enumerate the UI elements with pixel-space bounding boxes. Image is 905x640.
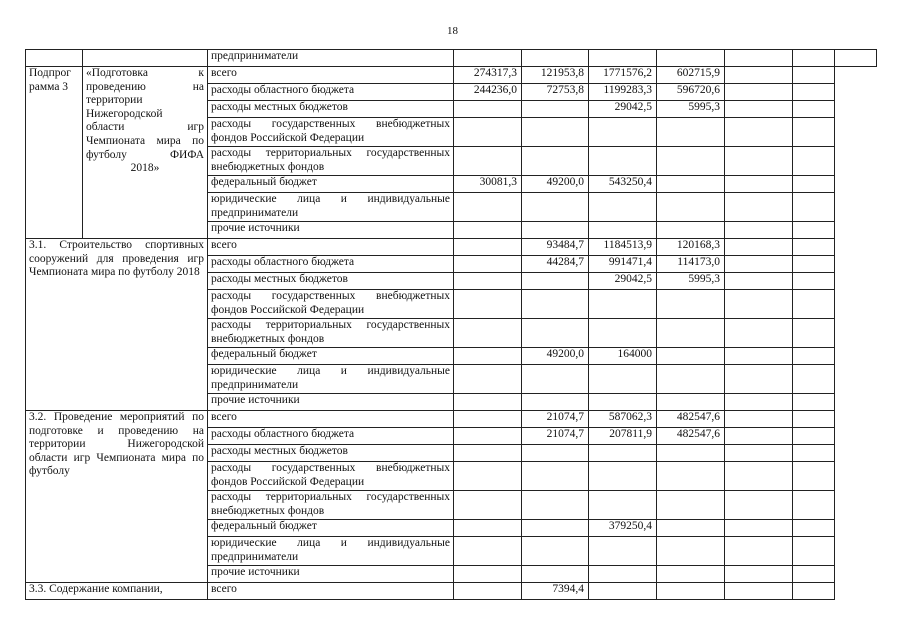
- table-row: [26, 50, 877, 67]
- empty-cell: [793, 537, 835, 566]
- funding-source: федеральный бюджет: [208, 348, 454, 365]
- subprogram-code: [26, 67, 83, 239]
- value-v2: [522, 290, 589, 319]
- value-v4: 482547,6: [657, 428, 725, 445]
- value-v4: [657, 445, 725, 462]
- value-v1: [454, 520, 522, 537]
- value-v4: [657, 193, 725, 222]
- funding-source: расходы областного бюджета: [208, 428, 454, 445]
- empty-cell: [725, 319, 793, 348]
- funding-source: расходы областного бюджета: [208, 84, 454, 101]
- empty-cell: [657, 50, 725, 67]
- measure-title: 3.1. Строительство спортивных сооружений для проведения игр Чемпионата мира по футболу 2018: [26, 239, 208, 411]
- value-v3: 587062,3: [589, 411, 657, 428]
- value-v4: 596720,6: [657, 84, 725, 101]
- empty-cell: [725, 462, 793, 491]
- empty-cell: [725, 101, 793, 118]
- value-v4: 114173,0: [657, 256, 725, 273]
- value-v2: [522, 319, 589, 348]
- value-v4: [657, 537, 725, 566]
- empty-cell: [26, 50, 83, 67]
- subprogram-code-line: рамма 3: [29, 80, 69, 93]
- value-v2: [522, 365, 589, 394]
- value-v4: 5995,3: [657, 101, 725, 118]
- value-v4: [657, 348, 725, 365]
- empty-cell: [793, 101, 835, 118]
- funding-source: расходы областного бюджета: [208, 256, 454, 273]
- subprogram-name-line: территории: [86, 94, 143, 107]
- funding-source: расходы местных бюджетов: [208, 273, 454, 290]
- value-v2: [522, 147, 589, 176]
- empty-cell: [83, 50, 208, 67]
- subprogram-code-line: Подпрог: [29, 67, 71, 79]
- value-v4: [657, 365, 725, 394]
- value-v3: [589, 491, 657, 520]
- table-row: [26, 411, 877, 428]
- empty-cell: [793, 50, 835, 67]
- table-row: [26, 239, 877, 256]
- value-v4: [657, 118, 725, 147]
- value-v3: [589, 118, 657, 147]
- empty-cell: [793, 319, 835, 348]
- empty-cell: [793, 118, 835, 147]
- empty-cell: [793, 290, 835, 319]
- empty-cell: [793, 67, 835, 84]
- value-v1: [454, 101, 522, 118]
- value-v4: [657, 147, 725, 176]
- empty-cell: [725, 290, 793, 319]
- value-v1: [454, 147, 522, 176]
- value-v3: 164000: [589, 348, 657, 365]
- value-v4: [657, 491, 725, 520]
- value-v3: 991471,4: [589, 256, 657, 273]
- value-v1: [454, 222, 522, 239]
- value-v1: 30081,3: [454, 176, 522, 193]
- empty-cell: [725, 520, 793, 537]
- value-v2: [522, 193, 589, 222]
- value-v1: [454, 365, 522, 394]
- budget-table: [25, 49, 877, 600]
- value-v2: [522, 566, 589, 583]
- empty-cell: [793, 394, 835, 411]
- value-v3: 207811,9: [589, 428, 657, 445]
- value-v3: [589, 222, 657, 239]
- value-v4: 602715,9: [657, 67, 725, 84]
- funding-source: расходы территориальных государственных внебюджетных фондов: [208, 319, 454, 348]
- empty-cell: [725, 491, 793, 520]
- page-number: 18: [447, 25, 458, 37]
- value-v3: 29042,5: [589, 273, 657, 290]
- value-v1: [454, 394, 522, 411]
- empty-cell: [725, 583, 793, 600]
- empty-cell: [793, 365, 835, 394]
- empty-cell: [725, 147, 793, 176]
- empty-cell: [793, 520, 835, 537]
- value-v2: [522, 118, 589, 147]
- value-v4: [657, 462, 725, 491]
- value-v1: [454, 256, 522, 273]
- empty-cell: [725, 50, 793, 67]
- value-v1: [454, 411, 522, 428]
- empty-cell: [793, 445, 835, 462]
- empty-cell: [725, 222, 793, 239]
- value-v1: [454, 273, 522, 290]
- funding-source: расходы государственных внебюджетных фондов Российской Федерации: [208, 462, 454, 491]
- empty-cell: [793, 273, 835, 290]
- funding-source: расходы территориальных государственных внебюджетных фондов: [208, 491, 454, 520]
- value-v3: 543250,4: [589, 176, 657, 193]
- value-v4: [657, 176, 725, 193]
- empty-cell: [793, 239, 835, 256]
- value-v2: 21074,7: [522, 428, 589, 445]
- empty-cell: [793, 348, 835, 365]
- value-v2: 93484,7: [522, 239, 589, 256]
- measure-title: 3.3. Содержание компании,: [26, 583, 208, 600]
- funding-source: всего: [208, 411, 454, 428]
- value-v3: 1771576,2: [589, 67, 657, 84]
- value-v1: [454, 118, 522, 147]
- funding-source: расходы территориальных государственных внебюджетных фондов: [208, 147, 454, 176]
- value-v1: [454, 445, 522, 462]
- value-v2: 121953,8: [522, 67, 589, 84]
- value-v1: [454, 290, 522, 319]
- value-v4: [657, 222, 725, 239]
- value-v2: 21074,7: [522, 411, 589, 428]
- empty-cell: [725, 84, 793, 101]
- value-v2: [522, 222, 589, 239]
- empty-cell: [793, 491, 835, 520]
- empty-cell: [725, 348, 793, 365]
- value-v2: 49200,0: [522, 176, 589, 193]
- value-v1: [454, 537, 522, 566]
- value-v2: [522, 273, 589, 290]
- value-v1: [454, 583, 522, 600]
- value-v2: [522, 394, 589, 411]
- empty-cell: [793, 193, 835, 222]
- value-v3: [589, 583, 657, 600]
- empty-cell: [725, 411, 793, 428]
- empty-cell: [725, 67, 793, 84]
- measure-title: 3.2. Проведение мероприятий по подготовке и проведению на территории Нижегородской области игр Чемпионата мира по футболу: [26, 411, 208, 583]
- funding-source: всего: [208, 239, 454, 256]
- value-v3: 1199283,3: [589, 84, 657, 101]
- value-v3: [589, 462, 657, 491]
- empty-cell: [725, 256, 793, 273]
- subprogram-name-line: проведению на: [86, 80, 204, 93]
- funding-source: юридические лица и индивидуальные предприниматели: [208, 193, 454, 222]
- empty-cell: [725, 365, 793, 394]
- empty-cell: [725, 445, 793, 462]
- funding-source: федеральный бюджет: [208, 520, 454, 537]
- funding-source: расходы государственных внебюджетных фондов Российской Федерации: [208, 290, 454, 319]
- value-v3: [589, 566, 657, 583]
- value-v3: 379250,4: [589, 520, 657, 537]
- funding-source: федеральный бюджет: [208, 176, 454, 193]
- funding-source: предприниматели: [208, 50, 454, 67]
- empty-cell: [793, 147, 835, 176]
- empty-cell: [725, 193, 793, 222]
- value-v1: [454, 428, 522, 445]
- empty-cell: [793, 411, 835, 428]
- empty-cell: [589, 50, 657, 67]
- value-v1: 274317,3: [454, 67, 522, 84]
- value-v3: [589, 319, 657, 348]
- value-v2: 49200,0: [522, 348, 589, 365]
- value-v2: [522, 491, 589, 520]
- value-v2: [522, 520, 589, 537]
- value-v4: [657, 319, 725, 348]
- subprogram-name-line: «Подготовка к: [86, 67, 204, 79]
- subprogram-name-line: области игр: [86, 121, 204, 134]
- funding-source: расходы местных бюджетов: [208, 101, 454, 118]
- value-v2: [522, 462, 589, 491]
- empty-cell: [522, 50, 589, 67]
- funding-source: юридические лица и индивидуальные предприниматели: [208, 365, 454, 394]
- value-v2: [522, 537, 589, 566]
- funding-source: юридические лица и индивидуальные предприниматели: [208, 537, 454, 566]
- value-v2: 7394,4: [522, 583, 589, 600]
- value-v3: 29042,5: [589, 101, 657, 118]
- empty-cell: [793, 256, 835, 273]
- subprogram-name-line: футболу ФИФА: [86, 148, 204, 161]
- value-v4: [657, 290, 725, 319]
- value-v2: 44284,7: [522, 256, 589, 273]
- subprogram-name-line: Чемпионата мира по: [86, 134, 204, 147]
- empty-cell: [725, 394, 793, 411]
- value-v3: [589, 537, 657, 566]
- subprogram-name: [83, 67, 208, 239]
- value-v4: [657, 520, 725, 537]
- empty-cell: [793, 176, 835, 193]
- value-v4: 120168,3: [657, 239, 725, 256]
- funding-source: прочие источники: [208, 222, 454, 239]
- value-v1: [454, 319, 522, 348]
- empty-cell: [725, 537, 793, 566]
- value-v3: [589, 147, 657, 176]
- value-v2: 72753,8: [522, 84, 589, 101]
- empty-cell: [835, 50, 877, 67]
- subprogram-name-line: 2018»: [130, 162, 160, 175]
- subprogram-name-line: Нижегородской: [86, 107, 163, 120]
- value-v4: [657, 394, 725, 411]
- empty-cell: [725, 239, 793, 256]
- funding-source: всего: [208, 583, 454, 600]
- empty-cell: [793, 84, 835, 101]
- value-v1: [454, 239, 522, 256]
- empty-cell: [725, 176, 793, 193]
- value-v2: [522, 445, 589, 462]
- empty-cell: [793, 428, 835, 445]
- empty-cell: [793, 566, 835, 583]
- value-v3: [589, 365, 657, 394]
- value-v1: [454, 566, 522, 583]
- value-v4: 5995,3: [657, 273, 725, 290]
- value-v1: [454, 462, 522, 491]
- value-v4: [657, 566, 725, 583]
- value-v3: [589, 445, 657, 462]
- value-v3: [589, 290, 657, 319]
- empty-cell: [725, 566, 793, 583]
- empty-cell: [793, 462, 835, 491]
- value-v4: [657, 583, 725, 600]
- table-row: [26, 583, 877, 600]
- empty-cell: [725, 428, 793, 445]
- value-v4: 482547,6: [657, 411, 725, 428]
- value-v3: 1184513,9: [589, 239, 657, 256]
- value-v1: 244236,0: [454, 84, 522, 101]
- value-v2: [522, 101, 589, 118]
- value-v1: [454, 348, 522, 365]
- value-v3: [589, 193, 657, 222]
- value-v3: [589, 394, 657, 411]
- funding-source: расходы государственных внебюджетных фондов Российской Федерации: [208, 118, 454, 147]
- empty-cell: [725, 118, 793, 147]
- value-v1: [454, 491, 522, 520]
- funding-source: всего: [208, 67, 454, 84]
- empty-cell: [454, 50, 522, 67]
- empty-cell: [793, 222, 835, 239]
- empty-cell: [793, 583, 835, 600]
- value-v1: [454, 193, 522, 222]
- empty-cell: [725, 273, 793, 290]
- funding-source: прочие источники: [208, 566, 454, 583]
- table-row: [26, 67, 877, 84]
- funding-source: расходы местных бюджетов: [208, 445, 454, 462]
- funding-source: прочие источники: [208, 394, 454, 411]
